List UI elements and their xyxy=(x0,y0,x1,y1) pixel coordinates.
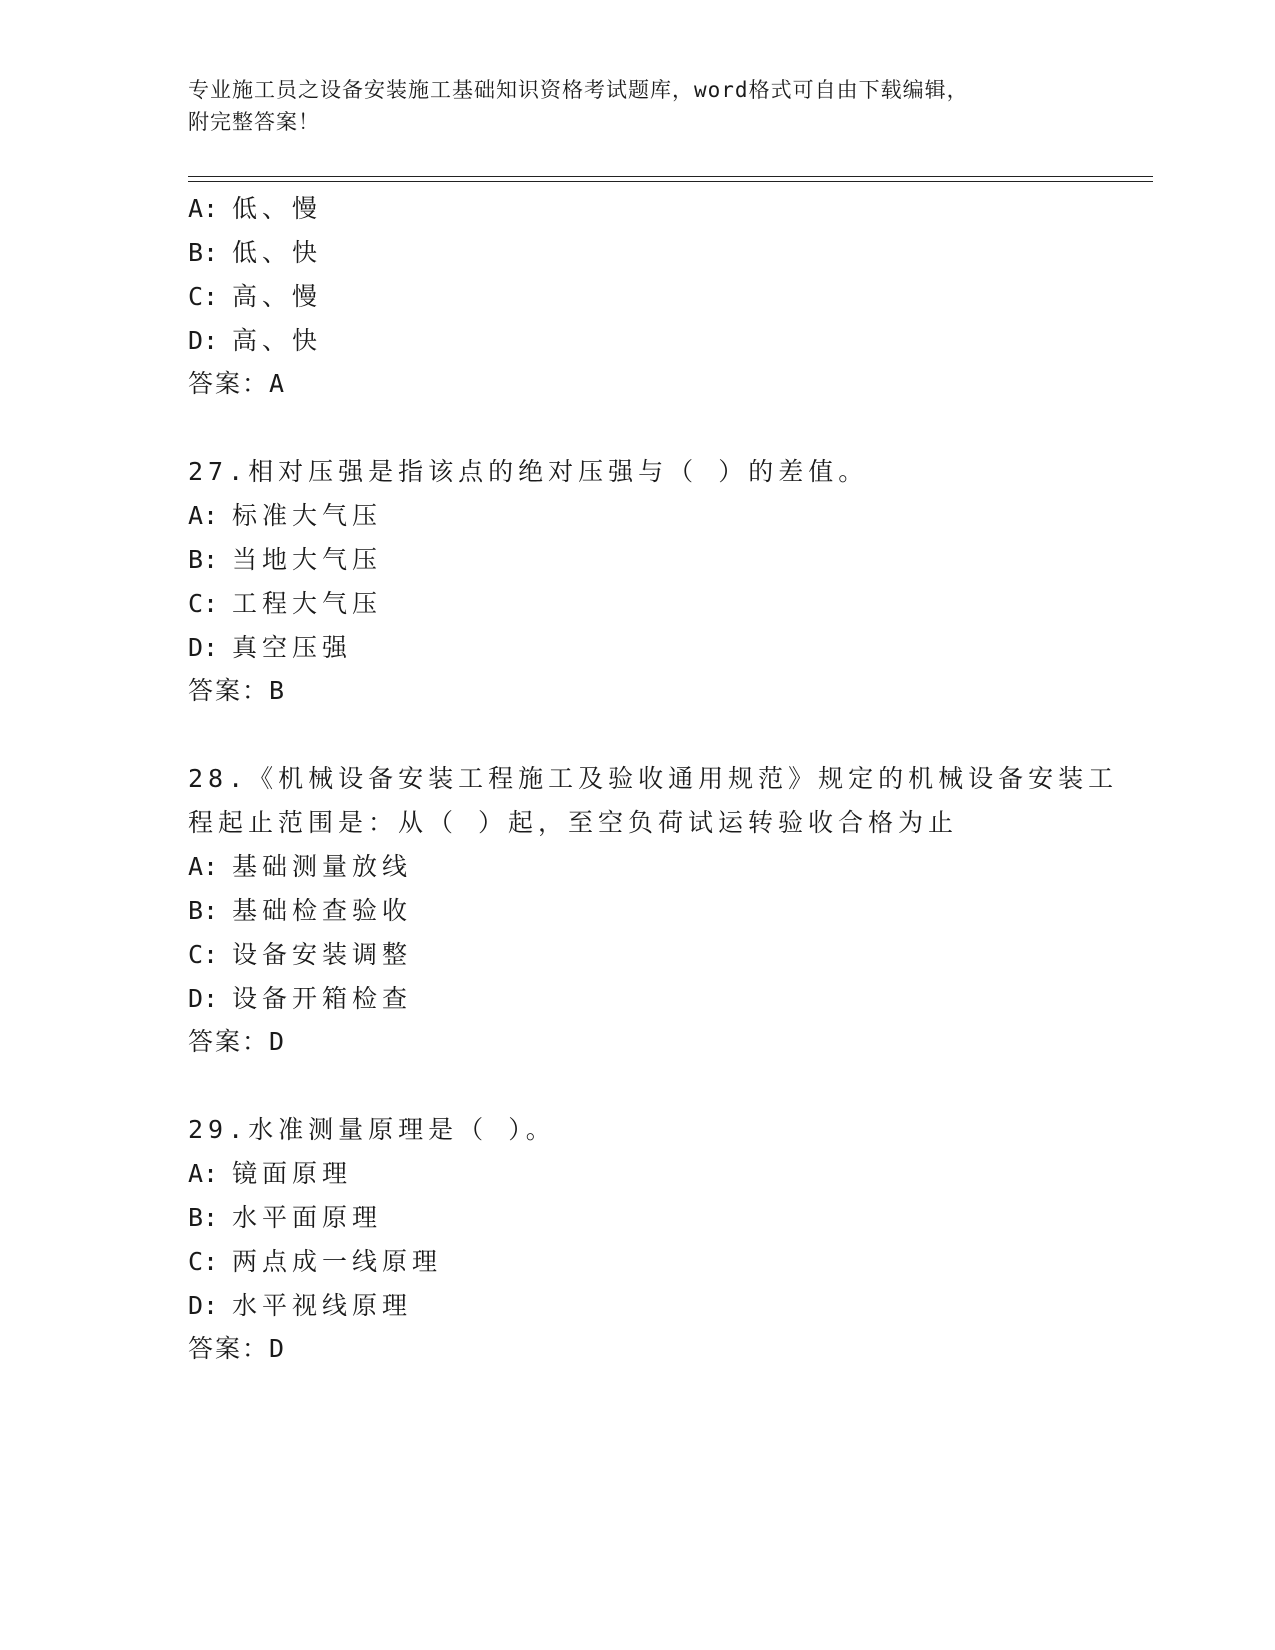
header-line-2: 附完整答案！ xyxy=(188,110,320,134)
option-text: 低、快 xyxy=(232,238,323,267)
option-d: D: 高、快 xyxy=(188,326,323,355)
option-a: A: 基础测量放线 xyxy=(188,852,413,881)
option-b: B: 当地大气压 xyxy=(188,545,383,574)
option-text: 镜面原理 xyxy=(232,1159,353,1188)
option-text: 水平视线原理 xyxy=(232,1291,413,1320)
option-c: C: 工程大气压 xyxy=(188,589,383,618)
answer-label: 答案： xyxy=(188,676,270,705)
option-d: D: 真空压强 xyxy=(188,633,353,662)
answer-label: 答案： xyxy=(188,369,270,398)
header-divider-top xyxy=(188,176,1153,177)
option-a: A: 低、慢 xyxy=(188,194,323,223)
header-line-1: 专业施工员之设备安装施工基础知识资格考试题库，word格式可自由下载编辑， xyxy=(188,78,969,102)
option-d: D: 设备开箱检查 xyxy=(188,984,413,1013)
option-c: C: 两点成一线原理 xyxy=(188,1247,443,1276)
option-text: 当地大气压 xyxy=(232,545,383,574)
header-divider-bottom xyxy=(188,181,1153,182)
option-b: B: 低、快 xyxy=(188,238,323,267)
option-text: 设备安装调整 xyxy=(232,940,413,969)
option-b: B: 水平面原理 xyxy=(188,1203,383,1232)
option-b: B: 基础检查验收 xyxy=(188,896,413,925)
option-text: 基础检查验收 xyxy=(232,896,413,925)
answer-value: A xyxy=(269,369,287,398)
question-stem: 29.水准测量原理是（ ）。 xyxy=(188,1115,556,1144)
answer-value: D xyxy=(269,1334,287,1363)
option-a: A: 镜面原理 xyxy=(188,1159,353,1188)
question-stem: 28.《机械设备安装工程施工及验收通用规范》规定的机械设备安装工 xyxy=(188,764,1119,793)
option-d: D: 水平视线原理 xyxy=(188,1291,413,1320)
option-text: 设备开箱检查 xyxy=(232,984,413,1013)
option-c: C: 设备安装调整 xyxy=(188,940,413,969)
option-a: A: 标准大气压 xyxy=(188,501,383,530)
option-text: 真空压强 xyxy=(232,633,353,662)
option-c: C: 高、慢 xyxy=(188,282,323,311)
question-stem-continued: 程起止范围是：从（ ）起，至空负荷试运转验收合格为止 xyxy=(188,808,959,837)
answer-line xyxy=(188,1333,286,1365)
option-text: 两点成一线原理 xyxy=(232,1247,443,1276)
option-text: 水平面原理 xyxy=(232,1203,383,1232)
answer-value: B xyxy=(269,676,287,705)
answer-value: D xyxy=(269,1027,287,1056)
option-text: 标准大气压 xyxy=(232,501,383,530)
answer-line xyxy=(188,368,286,400)
option-text: 高、慢 xyxy=(232,282,323,311)
document-header xyxy=(188,74,1088,138)
question-stem: 27.相对压强是指该点的绝对压强与（ ）的差值。 xyxy=(188,457,869,486)
answer-line xyxy=(188,675,286,707)
option-text: 基础测量放线 xyxy=(232,852,413,881)
option-text: 高、快 xyxy=(232,326,323,355)
answer-label: 答案： xyxy=(188,1027,270,1056)
answer-line xyxy=(188,1026,286,1058)
option-text: 工程大气压 xyxy=(232,589,383,618)
answer-label: 答案： xyxy=(188,1334,270,1363)
option-text: 低、慢 xyxy=(232,194,323,223)
